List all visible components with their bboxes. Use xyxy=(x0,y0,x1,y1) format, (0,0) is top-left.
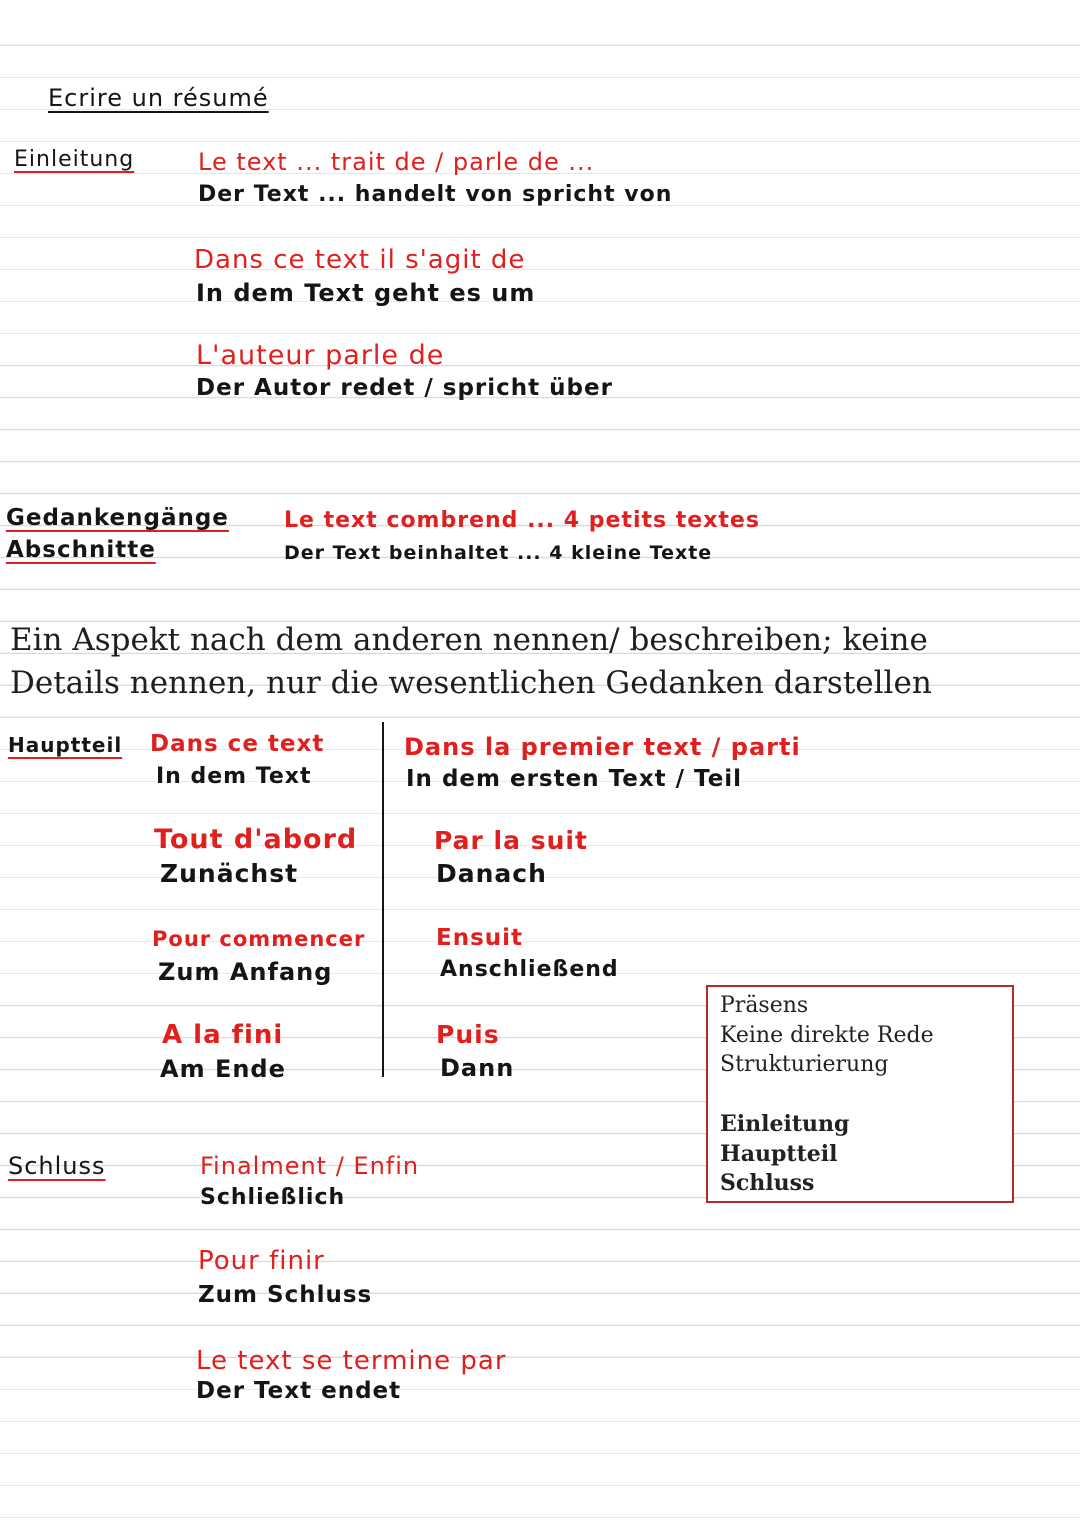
box-line-schluss: Schluss xyxy=(720,1170,815,1196)
section-label-gedankengaenge: Gedankengänge xyxy=(6,505,229,531)
hauptteil-left-de-3: Zum Anfang xyxy=(158,958,333,986)
hauptteil-right-fr-1: Dans la premier text / parti xyxy=(404,733,801,761)
hauptteil-left-fr-3: Pour commencer xyxy=(152,927,366,951)
hauptteil-left-de-2: Zunächst xyxy=(160,859,299,888)
hauptteil-right-de-2: Danach xyxy=(436,859,547,888)
hauptteil-left-fr-2: Tout d'abord xyxy=(154,824,358,855)
gedanken-de: Der Text beinhaltet ... 4 kleine Texte xyxy=(284,542,713,564)
section-label-einleitung: Einleitung xyxy=(14,147,135,172)
gedanken-fr: Le text combrend ... 4 petits textes xyxy=(284,508,760,533)
box-line-hauptteil: Hauptteil xyxy=(720,1141,838,1167)
hauptteil-left-fr-4: A la fini xyxy=(162,1020,284,1050)
box-line-einleitung: Einleitung xyxy=(720,1111,850,1137)
einleitung-de-1: Der Text ... handelt von spricht von xyxy=(198,182,673,207)
schluss-de-2: Zum Schluss xyxy=(198,1282,373,1308)
hauptteil-right-fr-2: Par la suit xyxy=(434,826,588,855)
schluss-fr-2: Pour finir xyxy=(198,1246,325,1276)
instruction-line-2: Details nennen, nur die wesentlichen Gedanken darstellen xyxy=(10,665,932,701)
schluss-de-3: Der Text endet xyxy=(196,1378,402,1404)
hauptteil-right-de-4: Dann xyxy=(440,1054,515,1082)
box-line-strukturierung: Strukturierung xyxy=(720,1052,889,1077)
hauptteil-right-fr-3: Ensuit xyxy=(436,925,524,951)
instruction-line-1: Ein Aspekt nach dem anderen nennen/ beschreiben; keine xyxy=(10,622,928,658)
box-line-praesens: Präsens xyxy=(720,993,809,1018)
einleitung-fr-1: Le text ... trait de / parle de ... xyxy=(198,148,595,176)
section-label-hauptteil: Hauptteil xyxy=(8,733,123,757)
hauptteil-right-fr-4: Puis xyxy=(436,1020,500,1049)
hauptteil-left-de-1: In dem Text xyxy=(156,764,312,789)
schluss-de-1: Schließlich xyxy=(200,1185,346,1210)
hauptteil-right-de-1: In dem ersten Text / Teil xyxy=(406,766,743,792)
page-title: Ecrire un résumé xyxy=(48,84,269,112)
column-divider xyxy=(382,722,384,1077)
box-line-keine-direkte-rede: Keine direkte Rede xyxy=(720,1023,934,1048)
hauptteil-left-fr-1: Dans ce text xyxy=(150,731,325,757)
section-label-schluss: Schluss xyxy=(8,1152,106,1180)
einleitung-de-2: In dem Text geht es um xyxy=(196,279,536,307)
summary-box xyxy=(706,985,1014,1203)
hauptteil-left-de-4: Am Ende xyxy=(160,1055,286,1083)
hauptteil-right-de-3: Anschließend xyxy=(440,957,619,982)
schluss-fr-3: Le text se termine par xyxy=(196,1346,507,1376)
einleitung-de-3: Der Autor redet / spricht über xyxy=(196,375,613,401)
section-label-abschnitte: Abschnitte xyxy=(6,537,156,563)
einleitung-fr-2: Dans ce text il s'agit de xyxy=(194,245,526,275)
schluss-fr-1: Finalment / Enfin xyxy=(200,1152,420,1180)
einleitung-fr-3: L'auteur parle de xyxy=(196,340,445,371)
